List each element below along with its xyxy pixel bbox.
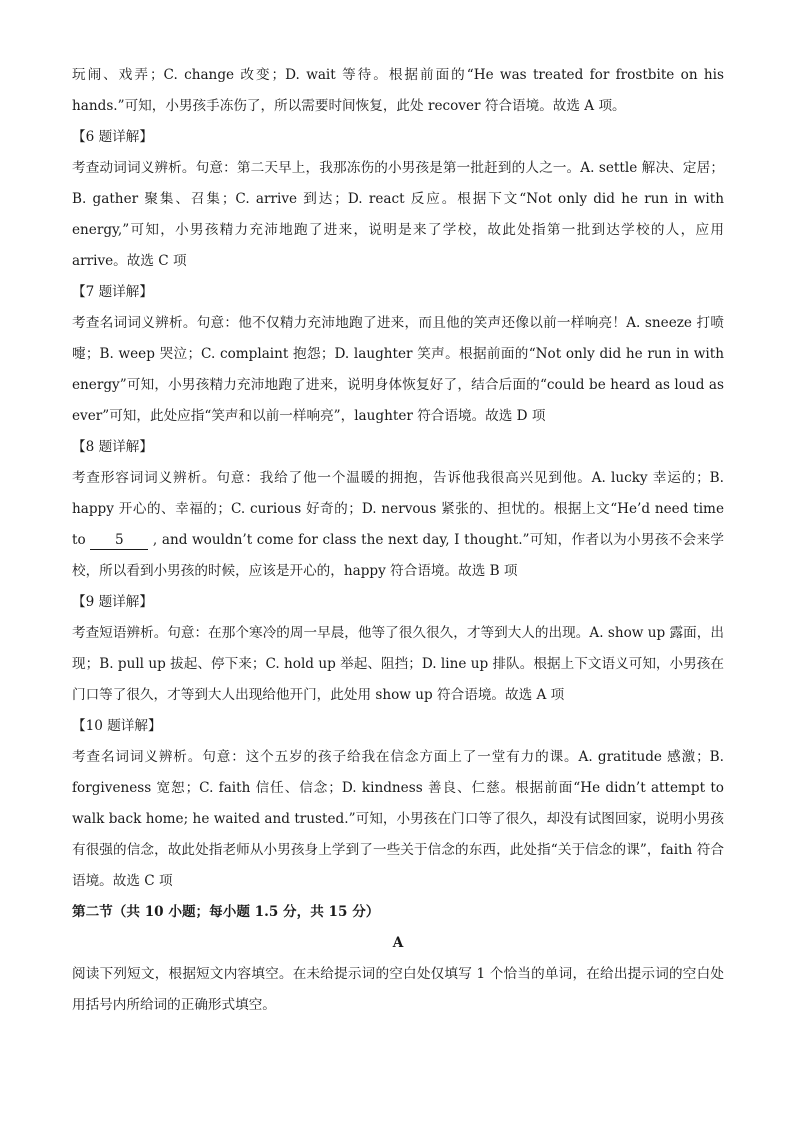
paragraph: 考查名词词义辨析。句意：这个五岁的孩子给我在信念方面上了一堂有力的课。A. gratitude 感激；B. forgiveness 宽恕；C. faith 信任、信念；D. kindness 善良、仁慈。根据前面“He didn’t attempt to walk back home; he waited and trusted.”可知，小男孩在门口等了很久，却没有试图回家，说明小男孩有很强的信念，故此处指老师从小男孩身上学到了一些关于信念的东西，此处指“关于信念的课”，faith 符合语境。故选 C 项	[72, 749, 724, 889]
question-10-heading: 【10 题详解】	[72, 718, 162, 734]
document-page	[72, 60, 724, 1021]
question-7-heading: 【7 题详解】	[72, 284, 153, 300]
instructions: 阅读下列短文，根据短文内容填空。在未给提示词的空白处仅填写 1 个恰当的单词，在给出提示词的空白处用括号内所给词的正确形式填空。	[72, 966, 724, 1013]
paragraph: 玩闹、戏弄；C. change 改变；D. wait 等待。根据前面的“He was treated for frostbite on his hands.”可知，小男孩手冻伤了，所以需要时间恢复，此处 recover 符合语境。故选 A 项。	[72, 67, 724, 114]
paragraph: 考查动词词义辨析。句意：第二天早上，我那冻伤的小男孩是第一批赶到的人之一。A. settle 解决、定居；B. gather 聚集、召集；C. arrive 到达；D. react 反应。根据下文“Not only did he run in with energy,”可知，小男孩精力充沛地跑了进来，说明是来了学校，故此处指第一批到达学校的人，应用 arrive。故选 C 项	[72, 160, 724, 269]
paragraph: 考查短语辨析。句意：在那个寒冷的周一早晨，他等了很久很久，才等到大人的出现。A. show up 露面，出现；B. pull up 拔起、停下来；C. hold up 举起、阻挡；D. line up 排队。根据上下文语义可知，小男孩在门口等了很久，才等到大人出现给他开门，此处用 show up 符合语境。故选 A 项	[72, 625, 724, 703]
question-9-heading: 【9 题详解】	[72, 594, 153, 610]
passage-label: A	[392, 935, 404, 951]
paragraph-text: 考查形容词词义辨析。句意：我给了他一个温暖的拥抱，告诉他我很高兴见到他。A. lucky 幸运的；B. happy 开心的、幸福的；C. curious 好奇的；D. nervous 紧张的、担忧的。根据上文“He’d need time to	[72, 470, 724, 548]
question-6-heading: 【6 题详解】	[72, 129, 153, 145]
paragraph-text: , and wouldn’t come for class the next day, I thought.”可知，作者以为小男孩不会来学校，所以看到小男孩的时候，应该是开心的，happy 符合语境。故选 B 项	[72, 532, 724, 579]
paragraph	[72, 463, 724, 587]
fill-blank: 5	[90, 531, 148, 550]
section-heading: 第二节（共 10 小题；每小题 1.5 分，共 15 分）	[72, 904, 380, 920]
paragraph: 考查名词词义辨析。句意：他不仅精力充沛地跑了进来，而且他的笑声还像以前一样响亮！A. sneeze 打喷嚏；B. weep 哭泣；C. complaint 抱怨；D. laughter 笑声。根据前面的“Not only did he run in with energy”可知，小男孩精力充沛地跑了进来，说明身体恢复好了，结合后面的“could be heard as loud as ever”可知，此处应指“笑声和以前一样响亮”，laughter 符合语境。故选 D 项	[72, 315, 724, 424]
question-8-heading: 【8 题详解】	[72, 439, 153, 455]
